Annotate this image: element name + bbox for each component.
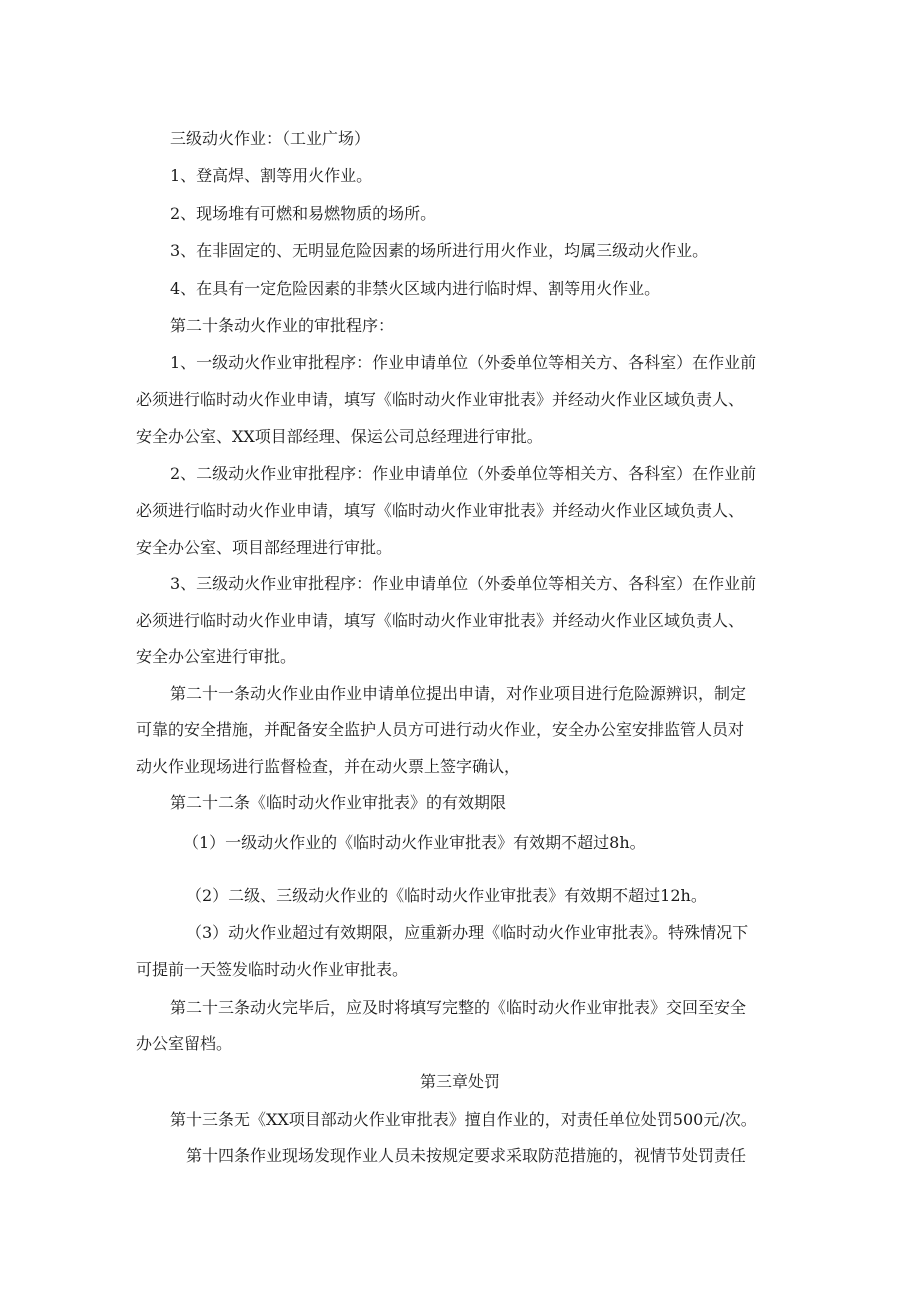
paragraph-line: 第二十一条动火作业由作业申请单位提出申请，对作业项目进行危险源辨识，制定 xyxy=(170,684,747,703)
list-item: 3、在非固定的、无明显危险因素的场所进行用火作业，均属三级动火作业。 xyxy=(170,241,709,260)
paragraph-line: 1、一级动火作业审批程序：作业申请单位（外委单位等相关方、各科室）在作业前 xyxy=(170,353,757,372)
paragraph-line: 第二十三条动火完毕后，应及时将填写完整的《临时动火作业审批表》交回至安全 xyxy=(170,998,747,1017)
paragraph-line: 必须进行临时动火作业申请，填写《临时动火作业审批表》并经动火作业区域负责人、 xyxy=(136,611,745,630)
list-item: （1）一级动火作业的《临时动火作业审批表》有效期不超过8h。 xyxy=(183,833,646,852)
paragraph-line: 第十三条无《XX项目部动火作业审批表》擅自作业的，对责任单位处罚500元/次。 xyxy=(170,1110,757,1129)
list-item: 2、现场堆有可燃和易燃物质的场所。 xyxy=(170,204,437,223)
paragraph-line: 必须进行临时动火作业申请，填写《临时动火作业审批表》并经动火作业区域负责人、 xyxy=(136,390,745,409)
paragraph-line: 动火作业现场进行监督检查，并在动火票上签字确认， xyxy=(136,757,521,776)
paragraph-line: 可靠的安全措施，并配备安全监护人员方可进行动火作业，安全办公室安排监管人员对 xyxy=(136,720,745,739)
article-heading: 第二十条动火作业的审批程序： xyxy=(170,316,395,335)
list-item: 1、登高焊、割等用火作业。 xyxy=(170,166,373,185)
paragraph-line: 3、三级动火作业审批程序：作业申请单位（外委单位等相关方、各科室）在作业前 xyxy=(170,574,757,593)
list-item: （2）二级、三级动火作业的《临时动火作业审批表》有效期不超过12h。 xyxy=(186,886,707,905)
article-heading: 第二十二条《临时动火作业审批表》的有效期限 xyxy=(170,793,507,812)
chapter-title: 第三章处罚 xyxy=(419,1072,500,1091)
section-heading-level3: 三级动火作业：（工业广场） xyxy=(170,129,371,148)
list-item: 4、在具有一定危险因素的非禁火区域内进行临时焊、割等用火作业。 xyxy=(170,279,661,298)
paragraph-line: 安全办公室、项目部经理进行审批。 xyxy=(136,538,393,557)
paragraph-line: 安全办公室、XX项目部经理、保运公司总经理进行审批。 xyxy=(136,427,543,446)
paragraph-line: 必须进行临时动火作业申请，填写《临时动火作业审批表》并经动火作业区域负责人、 xyxy=(136,501,745,520)
paragraph-line: 可提前一天签发临时动火作业审批表。 xyxy=(136,960,409,979)
paragraph-line: 安全办公室进行审批。 xyxy=(136,647,297,666)
paragraph-line: 2、二级动火作业审批程序：作业申请单位（外委单位等相关方、各科室）在作业前 xyxy=(170,464,757,483)
paragraph-line: 办公室留档。 xyxy=(136,1034,233,1053)
list-item: （3）动火作业超过有效期限，应重新办理《临时动火作业审批表》。特殊情况下 xyxy=(186,923,749,942)
paragraph-line: 第十四条作业现场发现作业人员未按规定要求采取防范措施的，视情节处罚责任 xyxy=(186,1146,747,1165)
